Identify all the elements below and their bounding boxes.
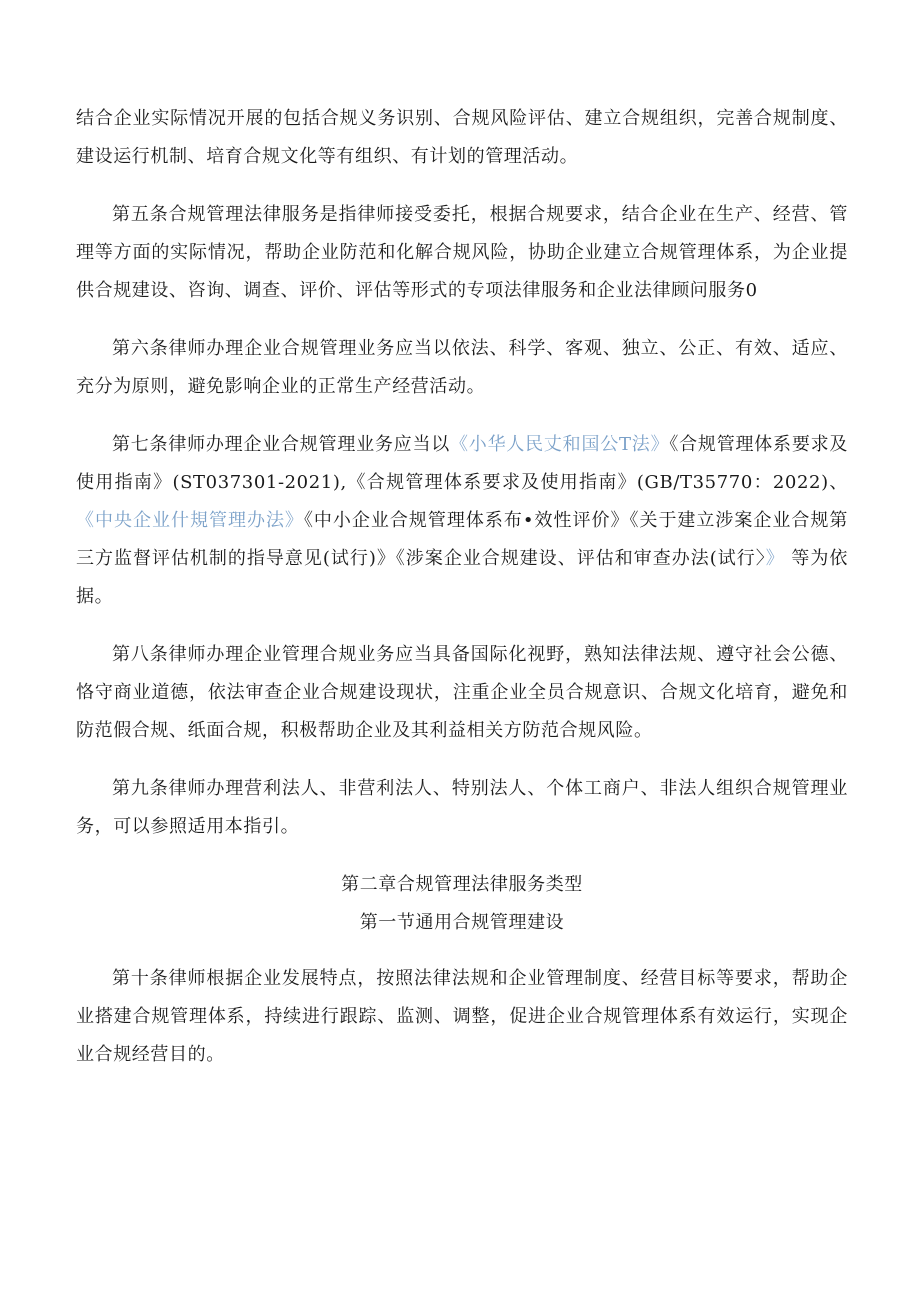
company-law-link[interactable]: 《小华人民丈和国公T法》 — [450, 434, 670, 455]
trailing-link[interactable]: 》 — [765, 548, 785, 569]
paragraph-obligations: 结合企业实际情况开展的包括合规义务识别、合规风险评估、建立合规组织，完善合规制度、建设运行机制、培育合规文化等有组织、有计划的管理活动。 — [76, 108, 848, 167]
article-5: 第五条合规管理法律服务是指律师接受委托，根据合规要求，结合企业在生产、经营、管理等方面的实际情况，帮助企业防范和化解合规风险，协助企业建立合规管理体系，为企业提供合规建设、咨询、调查、评价、评估等形式的专项法律服务和企业法律顾问服务0 — [76, 204, 848, 301]
section-title: 第一节通用合规管理建设 — [359, 912, 565, 933]
article-7-text-4: 等为依据。 — [76, 548, 848, 607]
article-7 — [76, 426, 848, 616]
article-6: 第六条律师办理企业合规管理业务应当以依法、科学、客观、独立、公正、有效、适应、充分为原则，避免影响企业的正常生产经营活动。 — [76, 338, 848, 397]
article-7-text-1: 第七条律师办理企业合规管理业务应当以 — [112, 434, 451, 455]
article-7-text-2: 《合规管理体系要求及使用指南》(ST037301-2021),《合规管理体系要求及使用指南》(GB/T35770：2022)、 — [76, 434, 848, 493]
article-8: 第八条律师办理企业管理合规业务应当具备国际化视野，熟知法律法规、遵守社会公德、恪守商业道德，依法审查企业合规建设现状，注重企业全员合规意识、合规文化培育，避免和防范假合规、纸面合规，积极帮助企业及其利益相关方防范合规风险。 — [76, 644, 848, 741]
chapter-title: 第二章合规管理法律服务类型 — [341, 874, 583, 895]
article-10: 第十条律师根据企业发展特点，按照法律法规和企业管理制度、经营目标等要求，帮助企业搭建合规管理体系，持续进行跟踪、监测、调整，促进企业合规管理体系有效运行，实现企业合规经营目的。 — [76, 968, 848, 1065]
article-9: 第九条律师办理营利法人、非营利法人、特别法人、个体工商户、非法人组织合规管理业务，可以参照适用本指引。 — [76, 778, 848, 837]
document-page — [76, 100, 848, 1094]
article-7-text-3: 《中小企业合规管理体系布•效性评价》《关于建立涉案企业合规第三方监督评估机制的指导意见(试行)》《涉案企业合规建设、评估和审查办法(试行〉 — [76, 510, 848, 569]
soe-compliance-measures-link[interactable]: 《中央企业什規管理办法》 — [76, 510, 304, 531]
